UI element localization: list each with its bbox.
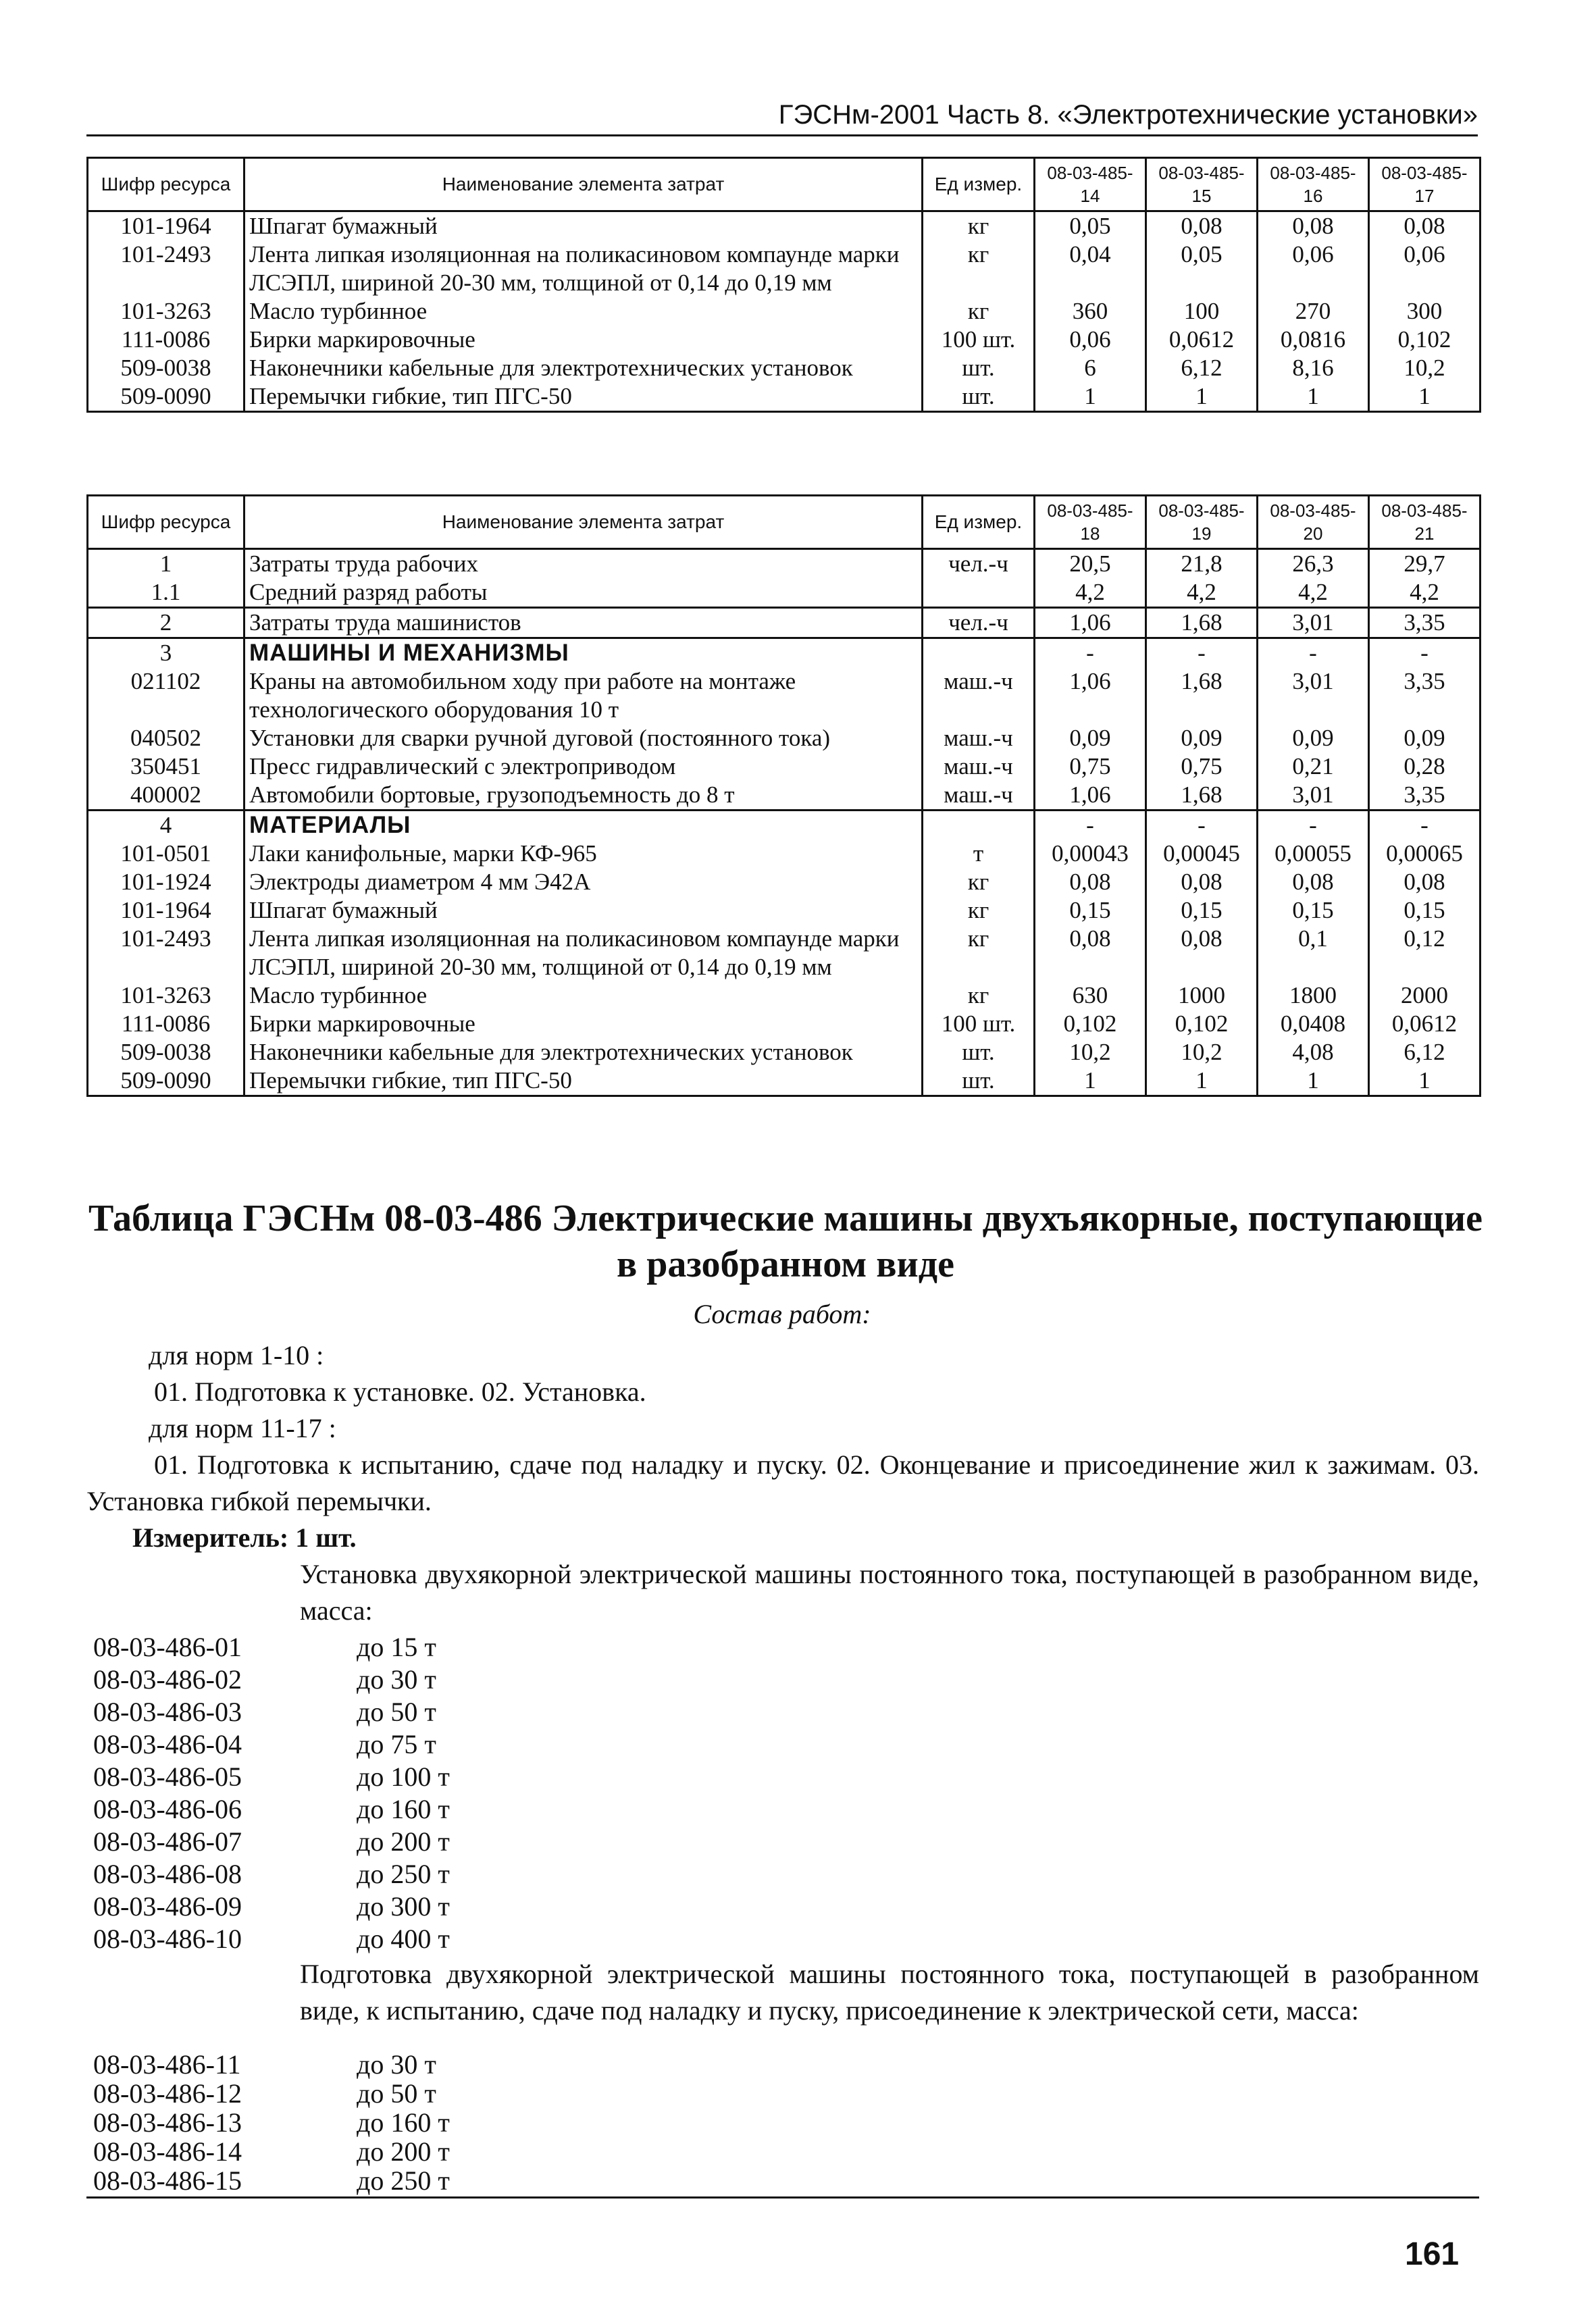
resource-value: 1 xyxy=(1035,382,1146,412)
resource-value: 1 xyxy=(1146,382,1258,412)
table-row xyxy=(88,667,1481,724)
page-header: ГЭСНм-2001 Часть 8. «Электротехнические установки» xyxy=(86,100,1478,136)
col-header-unit: Ед измер. xyxy=(923,496,1035,549)
resource-value: 0,00065 xyxy=(1369,840,1481,868)
resource-unit xyxy=(923,811,1035,840)
table-row xyxy=(88,1038,1481,1066)
resource-unit: т xyxy=(923,840,1035,868)
resource-value: 0,00055 xyxy=(1258,840,1369,868)
resource-value: 1 xyxy=(1035,1066,1146,1096)
resource-value: 0,0612 xyxy=(1369,1010,1481,1038)
resource-code: 101-1964 xyxy=(88,896,244,925)
resource-value: 0,75 xyxy=(1035,752,1146,781)
resource-name: Установки для сварки ручной дуговой (постоянного тока) xyxy=(244,724,923,752)
norm-code: 08-03-486-07 xyxy=(93,1826,242,1857)
resource-value: 0,15 xyxy=(1369,896,1481,925)
col-header-norm: 08-03-485-16 xyxy=(1258,158,1369,211)
resource-code: 101-3263 xyxy=(88,981,244,1010)
resource-value: 1800 xyxy=(1258,981,1369,1010)
resource-code: 101-1924 xyxy=(88,868,244,896)
resource-value: 0,08 xyxy=(1146,211,1258,241)
norm-code: 08-03-486-13 xyxy=(93,2107,242,2138)
col-header-norm: 08-03-485-18 xyxy=(1035,496,1146,549)
resource-value: 4,2 xyxy=(1258,578,1369,608)
table-row xyxy=(88,724,1481,752)
resource-value: 0,08 xyxy=(1369,868,1481,896)
resource-unit: кг xyxy=(923,211,1035,241)
resource-value: - xyxy=(1035,638,1146,668)
resource-code: 4 xyxy=(88,811,244,840)
table-row xyxy=(88,608,1481,638)
table-section-row xyxy=(88,811,1481,840)
resource-value: 1,06 xyxy=(1035,781,1146,811)
resource-value: - xyxy=(1369,638,1481,668)
resource-unit: кг xyxy=(923,981,1035,1010)
resource-value: 0,08 xyxy=(1146,868,1258,896)
resource-value: - xyxy=(1146,811,1258,840)
resource-value: 1 xyxy=(1369,1066,1481,1096)
resource-name: Масло турбинное xyxy=(244,981,923,1010)
resource-value: - xyxy=(1258,638,1369,668)
resource-code: 400002 xyxy=(88,781,244,811)
resource-value: 6 xyxy=(1035,354,1146,382)
norm-value: до 50 т xyxy=(357,2078,436,2109)
resource-value: - xyxy=(1369,811,1481,840)
resource-name: Пресс гидравлический с электроприводом xyxy=(244,752,923,781)
resource-value: 0,09 xyxy=(1035,724,1146,752)
resource-unit: шт. xyxy=(923,1066,1035,1096)
resource-name: Перемычки гибкие, тип ПГС-50 xyxy=(244,1066,923,1096)
norms-range-label: для норм 11-17 : xyxy=(149,1413,336,1443)
resource-value: 0,102 xyxy=(1146,1010,1258,1038)
table-row xyxy=(88,354,1481,382)
list-item xyxy=(93,1824,450,1860)
col-header-name: Наименование элемента затрат xyxy=(244,158,923,211)
resource-value: 0,0816 xyxy=(1258,326,1369,354)
resource-value: 20,5 xyxy=(1035,549,1146,579)
resource-code: 101-0501 xyxy=(88,840,244,868)
resource-name: Наконечники кабельные для электротехнических установок xyxy=(244,1038,923,1066)
table-row xyxy=(88,840,1481,868)
resource-code: 509-0038 xyxy=(88,1038,244,1066)
norm-code: 08-03-486-12 xyxy=(93,2078,242,2109)
norm-code: 08-03-486-08 xyxy=(93,1859,242,1889)
resource-unit: маш.-ч xyxy=(923,724,1035,752)
resource-name: Шпагат бумажный xyxy=(244,211,923,241)
resource-value: 1 xyxy=(1369,382,1481,412)
resource-value: 0,102 xyxy=(1369,326,1481,354)
norm-code: 08-03-486-09 xyxy=(93,1891,242,1922)
resource-code: 101-2493 xyxy=(88,240,244,297)
norm-value: до 75 т xyxy=(357,1729,436,1759)
resource-value: 0,06 xyxy=(1035,326,1146,354)
section-title: Таблица ГЭСНм 08-03-486 Электрические машины двухъякорные, поступающие в разобранном виде xyxy=(88,1198,1483,1285)
list-item xyxy=(93,1921,450,1957)
resource-code: 021102 xyxy=(88,667,244,724)
resource-value: 1 xyxy=(1258,382,1369,412)
resource-value: 10,2 xyxy=(1146,1038,1258,1066)
col-header-norm: 08-03-485-19 xyxy=(1146,496,1258,549)
table-header-row xyxy=(88,158,1481,211)
work-composition-heading: Состав работ: xyxy=(693,1299,871,1329)
resource-name: Электроды диаметром 4 мм Э42А xyxy=(244,868,923,896)
resource-value: 630 xyxy=(1035,981,1146,1010)
resource-value: 4,2 xyxy=(1035,578,1146,608)
resource-code: 101-2493 xyxy=(88,925,244,981)
norm-code: 08-03-486-01 xyxy=(93,1632,242,1662)
resource-value: 0,15 xyxy=(1258,896,1369,925)
resource-value: 3,01 xyxy=(1258,667,1369,724)
resource-table-1 xyxy=(86,157,1481,413)
resource-value: 0,0408 xyxy=(1258,1010,1369,1038)
norm-value: до 250 т xyxy=(357,2165,450,2196)
norm-code: 08-03-486-02 xyxy=(93,1664,242,1695)
resource-code: 111-0086 xyxy=(88,1010,244,1038)
resource-value: 4,08 xyxy=(1258,1038,1369,1066)
norm-code: 08-03-486-14 xyxy=(93,2136,242,2167)
resource-unit: чел.-ч xyxy=(923,549,1035,579)
resource-value: 0,04 xyxy=(1035,240,1146,297)
resource-code: 509-0090 xyxy=(88,382,244,412)
norm-value: до 50 т xyxy=(357,1697,436,1727)
bottom-rule xyxy=(86,2196,1479,2199)
resource-value: - xyxy=(1035,811,1146,840)
page-number: 161 xyxy=(1405,2236,1460,2272)
table-row xyxy=(88,981,1481,1010)
table-row xyxy=(88,211,1481,241)
table-row xyxy=(88,240,1481,297)
table-header-row xyxy=(88,496,1481,549)
resource-name: Масло турбинное xyxy=(244,297,923,326)
resource-unit: 100 шт. xyxy=(923,1010,1035,1038)
table-row xyxy=(88,297,1481,326)
resource-unit: чел.-ч xyxy=(923,608,1035,638)
resource-name: Затраты труда машинистов xyxy=(244,608,923,638)
col-header-norm: 08-03-485-20 xyxy=(1258,496,1369,549)
resource-value: 4,2 xyxy=(1369,578,1481,608)
resource-unit: маш.-ч xyxy=(923,667,1035,724)
resource-value: 1 xyxy=(1146,1066,1258,1096)
norm-code: 08-03-486-04 xyxy=(93,1729,242,1759)
resource-code: 350451 xyxy=(88,752,244,781)
resource-code: 101-1964 xyxy=(88,211,244,241)
table-row xyxy=(88,1010,1481,1038)
norm-value: до 200 т xyxy=(357,2136,450,2167)
resource-value: 0,15 xyxy=(1035,896,1146,925)
resource-code: 101-3263 xyxy=(88,297,244,326)
resource-name: Затраты труда рабочих xyxy=(244,549,923,579)
resource-value: 0,0612 xyxy=(1146,326,1258,354)
resource-value: 8,16 xyxy=(1258,354,1369,382)
resource-unit: кг xyxy=(923,896,1035,925)
norm-value: до 30 т xyxy=(357,1664,436,1695)
table-row xyxy=(88,1066,1481,1096)
table-row xyxy=(88,781,1481,811)
resource-value: 0,06 xyxy=(1369,240,1481,297)
norm-code: 08-03-486-11 xyxy=(93,2049,241,2080)
resource-value: 360 xyxy=(1035,297,1146,326)
resource-value: 3,35 xyxy=(1369,608,1481,638)
resource-unit: маш.-ч xyxy=(923,752,1035,781)
resource-value: 0,21 xyxy=(1258,752,1369,781)
list-item xyxy=(93,1856,450,1893)
resource-value: 4,2 xyxy=(1146,578,1258,608)
table-row xyxy=(88,326,1481,354)
resource-value: 10,2 xyxy=(1035,1038,1146,1066)
resource-value: 0,75 xyxy=(1146,752,1258,781)
col-header-code: Шифр ресурса xyxy=(88,496,244,549)
norm-value: до 400 т xyxy=(357,1924,450,1954)
resource-name: Бирки маркировочные xyxy=(244,326,923,354)
norm-code: 08-03-486-05 xyxy=(93,1762,242,1792)
resource-unit xyxy=(923,638,1035,668)
resource-value: 0,05 xyxy=(1146,240,1258,297)
resource-value: 6,12 xyxy=(1146,354,1258,382)
resource-unit: кг xyxy=(923,868,1035,896)
col-header-norm: 08-03-485-15 xyxy=(1146,158,1258,211)
list-item xyxy=(93,1759,450,1795)
list-item xyxy=(93,1629,436,1666)
resource-name: Лента липкая изоляционная на поликасиновом компаунде марки ЛСЭПЛ, шириной 20-30 мм, толщиной от 0,14 до 0,19 мм xyxy=(244,925,923,981)
group-description: Установка двухякорной электрической машины постоянного тока, поступающей в разобранном виде, масса: xyxy=(300,1559,1479,1626)
resource-table-2 xyxy=(86,494,1481,1097)
resource-code: 509-0090 xyxy=(88,1066,244,1096)
section-heading: МАТЕРИАЛЫ xyxy=(244,811,923,840)
resource-value: 3,01 xyxy=(1258,608,1369,638)
norm-code: 08-03-486-15 xyxy=(93,2165,242,2196)
resource-code: 3 xyxy=(88,638,244,668)
norm-value: до 15 т xyxy=(357,1632,436,1662)
resource-code: 509-0038 xyxy=(88,354,244,382)
resource-code: 2 xyxy=(88,608,244,638)
resource-unit: шт. xyxy=(923,382,1035,412)
list-item xyxy=(93,1888,450,1925)
resource-value: 0,102 xyxy=(1035,1010,1146,1038)
resource-name: Наконечники кабельные для электротехнических установок xyxy=(244,354,923,382)
resource-value: 0,09 xyxy=(1258,724,1369,752)
resource-unit: 100 шт. xyxy=(923,326,1035,354)
resource-unit: кг xyxy=(923,297,1035,326)
resource-name: Автомобили бортовые, грузоподъемность до 8 т xyxy=(244,781,923,811)
resource-value: 10,2 xyxy=(1369,354,1481,382)
table-row xyxy=(88,549,1481,579)
table-row xyxy=(88,925,1481,981)
norm-value: до 30 т xyxy=(357,2049,436,2080)
resource-value: 0,08 xyxy=(1035,868,1146,896)
resource-value: 1,68 xyxy=(1146,608,1258,638)
resource-value: 1,06 xyxy=(1035,667,1146,724)
resource-value: 0,00043 xyxy=(1035,840,1146,868)
resource-value: 0,28 xyxy=(1369,752,1481,781)
resource-unit: кг xyxy=(923,925,1035,981)
resource-value: 6,12 xyxy=(1369,1038,1481,1066)
resource-name: Лента липкая изоляционная на поликасиновом компаунде марки ЛСЭПЛ, шириной 20-30 мм, толщиной от 0,14 до 0,19 мм xyxy=(244,240,923,297)
norm-value: до 160 т xyxy=(357,2107,450,2138)
resource-value: 3,35 xyxy=(1369,667,1481,724)
resource-value: 0,05 xyxy=(1035,211,1146,241)
section-heading: МАШИНЫ И МЕХАНИЗМЫ xyxy=(244,638,923,668)
resource-unit: шт. xyxy=(923,1038,1035,1066)
resource-name: Лаки канифольные, марки КФ-965 xyxy=(244,840,923,868)
resource-value: 1,68 xyxy=(1146,781,1258,811)
resource-name: Средний разряд работы xyxy=(244,578,923,608)
resource-value: - xyxy=(1258,811,1369,840)
table-row xyxy=(88,382,1481,412)
col-header-unit: Ед измер. xyxy=(923,158,1035,211)
resource-code: 040502 xyxy=(88,724,244,752)
col-header-code: Шифр ресурса xyxy=(88,158,244,211)
resource-value: 0,08 xyxy=(1258,868,1369,896)
resource-value: 2000 xyxy=(1369,981,1481,1010)
resource-code: 111-0086 xyxy=(88,326,244,354)
resource-value: 0,06 xyxy=(1258,240,1369,297)
resource-value: 21,8 xyxy=(1146,549,1258,579)
norm-code: 08-03-486-10 xyxy=(93,1924,242,1954)
resource-value: 3,01 xyxy=(1258,781,1369,811)
resource-value: 1,06 xyxy=(1035,608,1146,638)
resource-unit: маш.-ч xyxy=(923,781,1035,811)
resource-value: 0,1 xyxy=(1258,925,1369,981)
resource-value: 270 xyxy=(1258,297,1369,326)
list-item xyxy=(93,1694,436,1730)
norm-value: до 250 т xyxy=(357,1859,450,1889)
resource-value: 29,7 xyxy=(1369,549,1481,579)
resource-value: 0,08 xyxy=(1369,211,1481,241)
table-row xyxy=(88,896,1481,925)
list-item xyxy=(93,1726,436,1763)
resource-unit: шт. xyxy=(923,354,1035,382)
resource-value: 1,68 xyxy=(1146,667,1258,724)
resource-value: 1 xyxy=(1258,1066,1369,1096)
resource-value: 0,12 xyxy=(1369,925,1481,981)
col-header-norm: 08-03-485-17 xyxy=(1369,158,1481,211)
meter-label: Измеритель: 1 шт. xyxy=(132,1522,357,1553)
resource-value: 0,15 xyxy=(1146,896,1258,925)
norm-value: до 160 т xyxy=(357,1794,450,1824)
resource-code: 1 xyxy=(88,549,244,579)
resource-value: 26,3 xyxy=(1258,549,1369,579)
norms-work-text: 01. Подготовка к установке. 02. Установка. xyxy=(154,1377,646,1407)
resource-value: 0,09 xyxy=(1146,724,1258,752)
table-row xyxy=(88,868,1481,896)
resource-value: 100 xyxy=(1146,297,1258,326)
list-item xyxy=(93,1662,436,1698)
resource-value: 0,08 xyxy=(1258,211,1369,241)
col-header-norm: 08-03-485-14 xyxy=(1035,158,1146,211)
resource-unit xyxy=(923,578,1035,608)
group-description: Подготовка двухякорной электрической машины постоянного тока, поступающей в разобранном виде, к испытанию, сдаче под наладку и пуску, присоединение к электрической сети, масса: xyxy=(300,1959,1479,2026)
resource-name: Бирки маркировочные xyxy=(244,1010,923,1038)
col-header-norm: 08-03-485-21 xyxy=(1369,496,1481,549)
resource-value: 0,08 xyxy=(1146,925,1258,981)
table-row xyxy=(88,752,1481,781)
resource-value: 0,00045 xyxy=(1146,840,1258,868)
resource-value: - xyxy=(1146,638,1258,668)
norm-code: 08-03-486-03 xyxy=(93,1697,242,1727)
col-header-name: Наименование элемента затрат xyxy=(244,496,923,549)
list-item xyxy=(93,2163,450,2199)
resource-value: 3,35 xyxy=(1369,781,1481,811)
norm-value: до 100 т xyxy=(357,1762,450,1792)
resource-unit: кг xyxy=(923,240,1035,297)
table-row xyxy=(88,578,1481,608)
norms-range-label: для норм 1-10 : xyxy=(149,1340,324,1370)
norms-work-text: 01. Подготовка к испытанию, сдаче под наладку и пуску. 02. Оконцевание и присоединение жил к зажимам. 03. Установка гибкой перемычки. xyxy=(86,1449,1479,1516)
norm-value: до 300 т xyxy=(357,1891,450,1922)
resource-value: 0,09 xyxy=(1369,724,1481,752)
norm-code: 08-03-486-06 xyxy=(93,1794,242,1824)
resource-code: 1.1 xyxy=(88,578,244,608)
resource-value: 300 xyxy=(1369,297,1481,326)
resource-name: Краны на автомобильном ходу при работе на монтаже технологического оборудования 10 т xyxy=(244,667,923,724)
resource-value: 0,08 xyxy=(1035,925,1146,981)
resource-name: Перемычки гибкие, тип ПГС-50 xyxy=(244,382,923,412)
table-section-row xyxy=(88,638,1481,668)
list-item xyxy=(93,1791,450,1828)
resource-value: 1000 xyxy=(1146,981,1258,1010)
norm-value: до 200 т xyxy=(357,1826,450,1857)
resource-name: Шпагат бумажный xyxy=(244,896,923,925)
